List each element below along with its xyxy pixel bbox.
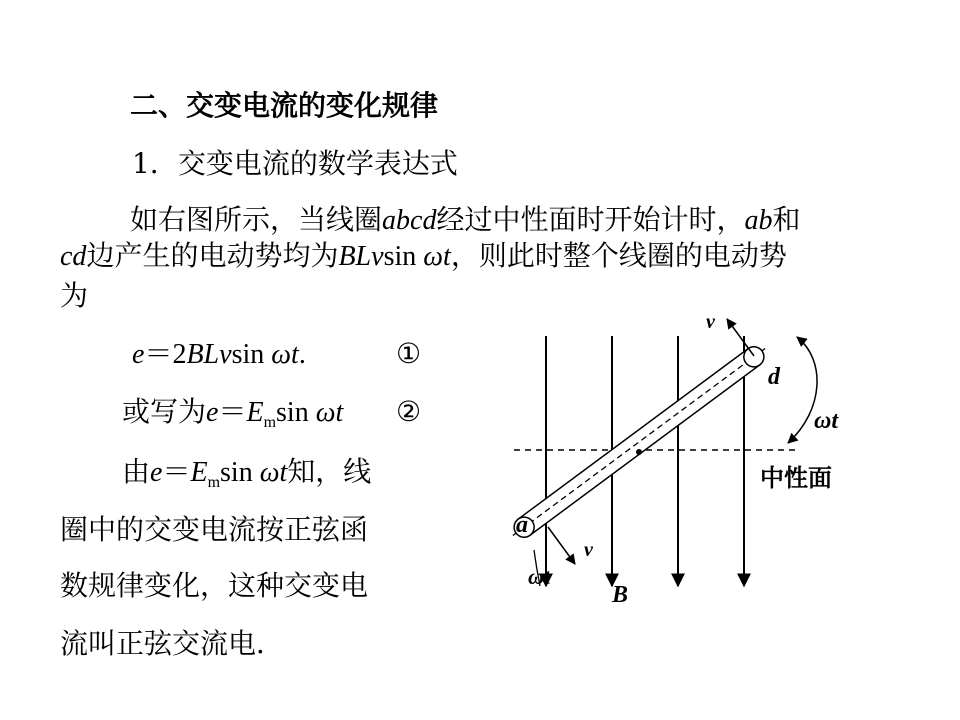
para2-text-c: 数规律变化，这种交变电 xyxy=(60,569,369,602)
eq2-E: E xyxy=(246,397,264,428)
label-neutral-plane: 中性面 xyxy=(760,464,832,492)
heading xyxy=(130,90,438,122)
eq1-wt: ωt xyxy=(271,339,299,370)
para1-text-a: 如右图所示，当线圈 xyxy=(130,203,383,236)
para2-e: e xyxy=(150,457,163,488)
para1-text-e: ，则此时整个线圈的电动势 xyxy=(450,239,787,272)
para1-text-b: 经过中性面时开始计时， xyxy=(436,203,745,236)
label-wt-bottom: ωt xyxy=(528,564,551,589)
para1-text-d: 边产生的电动势均为 xyxy=(86,239,339,272)
equation-1 xyxy=(132,338,306,371)
rotation-arc-right xyxy=(788,337,817,443)
para1-sin: sin xyxy=(383,241,424,272)
para2-wt: ωt xyxy=(259,457,288,488)
para2-E: E xyxy=(190,457,208,488)
coil-center-dot xyxy=(636,449,642,455)
heading-text: 二、交变电流的变化规律 xyxy=(130,89,439,122)
label-d: d xyxy=(768,364,780,390)
label-B: B xyxy=(612,582,629,608)
paragraph-2-line-4 xyxy=(60,628,284,660)
subheading-text: 1．交变电流的数学表达式 xyxy=(132,147,458,180)
eq2-wt: ωt xyxy=(315,397,344,428)
para1-ab: ab xyxy=(744,205,773,236)
label-v-top: v xyxy=(706,311,715,333)
eq1-e: e xyxy=(132,339,145,370)
eq2-equals: ＝ xyxy=(218,397,247,428)
paragraph-2-line-1 xyxy=(122,456,371,499)
paragraph-2-line-3 xyxy=(60,570,368,602)
equation-2-number xyxy=(396,396,421,428)
para2-text-b: 圈中的交变电流按正弦函 xyxy=(60,513,369,546)
eq1-dot: . xyxy=(298,339,306,370)
coil-in-magnetic-field-diagram xyxy=(500,310,880,610)
eq2-subscript-m: m xyxy=(263,414,277,431)
paragraph-1-line-2 xyxy=(60,240,787,273)
label-a: a xyxy=(516,512,528,538)
equation-2 xyxy=(122,396,343,439)
para1-wt: ωt xyxy=(423,241,451,272)
para1-cd: cd xyxy=(60,241,87,272)
para2-sin: sin xyxy=(220,457,260,488)
para1-coil: abcd xyxy=(382,205,437,236)
equation-1-number xyxy=(396,338,421,370)
para2-equals: ＝ xyxy=(162,457,191,488)
eq2-number: ② xyxy=(396,395,422,428)
eq1-sin: sin xyxy=(231,339,272,370)
para1-emf: BLv xyxy=(338,241,384,272)
label-v-bottom: v xyxy=(584,539,593,561)
coil-body xyxy=(518,349,760,535)
velocity-arrow-a xyxy=(548,527,575,564)
subheading xyxy=(132,148,458,180)
velocity-arrow-d xyxy=(727,319,754,356)
para1-text-c: 和 xyxy=(772,203,801,236)
paragraph-1-line-1 xyxy=(130,204,800,237)
para2-text-a: 知，线 xyxy=(287,455,372,488)
para1-text-f: 为 xyxy=(60,279,89,312)
eq2-prefix: 或写为 xyxy=(122,395,207,428)
eq1-number: ① xyxy=(396,337,422,370)
para2-text-d: 流叫正弦交流电． xyxy=(60,627,285,660)
label-wt-right: ωt xyxy=(814,408,839,434)
para2-subscript-m: m xyxy=(207,474,221,491)
para2-prefix: 由 xyxy=(122,455,151,488)
eq1-blv: BLv xyxy=(186,339,232,370)
eq2-sin: sin xyxy=(276,397,316,428)
eq2-e: e xyxy=(206,397,219,428)
eq1-equals: ＝2 xyxy=(144,339,187,370)
paragraph-1-line-3 xyxy=(60,280,88,312)
paragraph-2-line-2 xyxy=(60,514,368,546)
